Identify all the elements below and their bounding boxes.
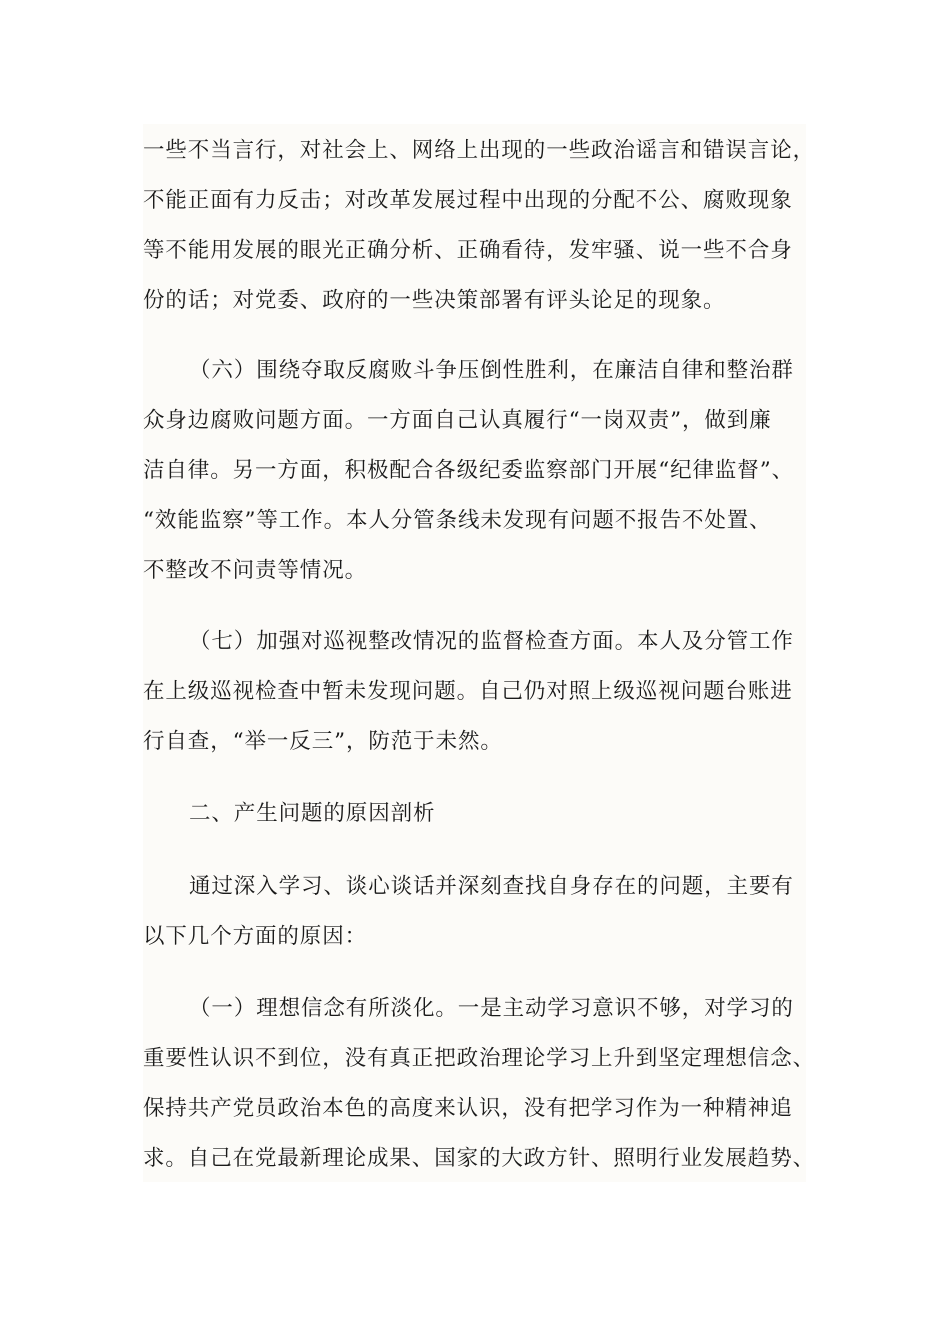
text-line: “效能监察”等工作。本人分管条线未发现有问题不报告不处置、 [143, 508, 772, 533]
text-line: 不整改不问责等情况。 [143, 558, 368, 583]
text-line: 众身边腐败问题方面。一方面自己认真履行“一岗双责”，做到廉 [143, 408, 772, 433]
text-line: 不能正面有力反击；对改革发展过程中出现的分配不公、腐败现象 [143, 188, 793, 213]
text-line: （一）理想信念有所淡化。一是主动学习意识不够，对学习的 [189, 996, 794, 1021]
text-line: （六）围绕夺取反腐败斗争压倒性胜利，在廉洁自律和整治群 [189, 358, 794, 383]
text-line: 洁自律。另一方面，积极配合各级纪委监察部门开展“纪律监督”、 [143, 458, 794, 483]
text-line: 重要性认识不到位，没有真正把政治理论学习上升到坚定理想信念、 [143, 1046, 816, 1071]
text-line: 份的话；对党委、政府的一些决策部署有评头论足的现象。 [143, 288, 726, 313]
text-line: 一些不当言行，对社会上、网络上出现的一些政治谣言和错误言论， [143, 138, 816, 163]
text-line: 通过深入学习、谈心谈话并深刻查找自身存在的问题，主要有 [189, 874, 794, 899]
paragraph-reason-1 [143, 984, 815, 1184]
paragraph-continuation [143, 126, 815, 326]
text-line: （七）加强对巡视整改情况的监督检查方面。本人及分管工作 [189, 629, 794, 654]
text-line: 等不能用发展的眼光正确分析、正确看待，发牢骚、说一些不合身 [143, 238, 793, 263]
paragraph-section-7 [143, 617, 815, 767]
heading-text: 二、产生问题的原因剖析 [189, 801, 436, 826]
text-line: 求。自己在党最新理论成果、国家的大政方针、照明行业发展趋势、 [143, 1146, 816, 1171]
text-line: 保持共产党员政治本色的高度来认识，没有把学习作为一种精神追 [143, 1096, 793, 1121]
section-heading [143, 789, 815, 839]
text-line: 以下几个方面的原因： [143, 924, 368, 949]
paragraph-section-6 [143, 346, 815, 596]
text-line: 在上级巡视检查中暂未发现问题。自己仍对照上级巡视问题台账进 [143, 679, 793, 704]
paragraph-intro [143, 862, 815, 962]
text-line: 行自查，“举一反三”，防范于未然。 [143, 729, 503, 754]
